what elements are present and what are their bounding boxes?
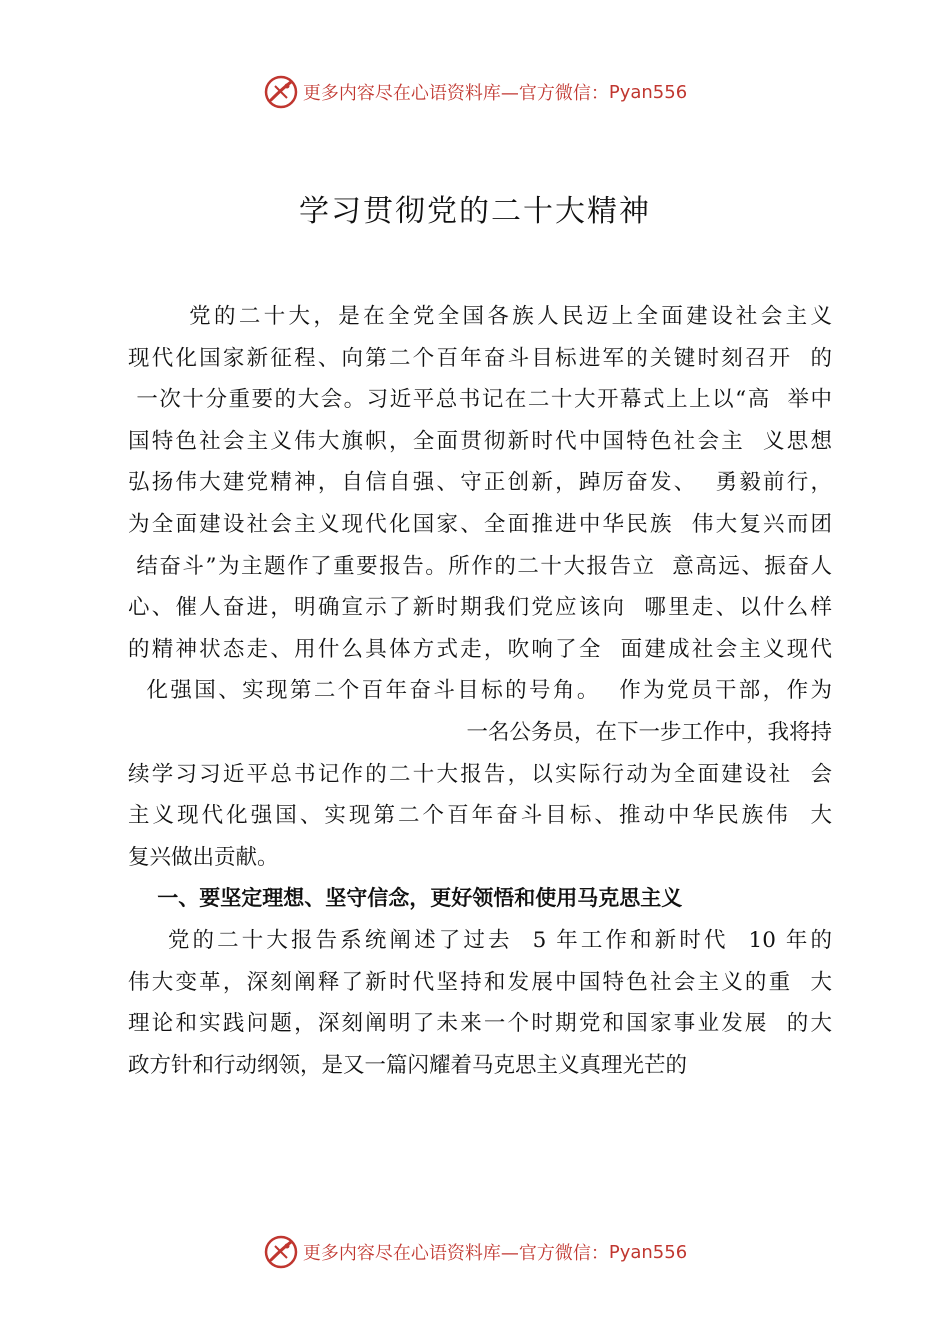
watermark-text: 更多内容尽在心语资料库—官方微信： (302, 83, 609, 104)
paragraph-line: 主义现代化强国、实现第二个百年奋斗目标、推动中华民族伟 大 (128, 803, 832, 829)
paragraph-line: 政方针和行动纲领，是又一篇闪耀着马克思主义真理光芒的 (128, 1052, 688, 1078)
paragraph-line: 国特色社会主义伟大旗帜，全面贯彻新时代中国特色社会主 义思想 (128, 428, 832, 454)
watermark-text: 更多内容尽在心语资料库—官方微信： (302, 1243, 609, 1264)
logo-icon (263, 1234, 299, 1270)
paragraph-line: 弘扬伟大建党精神，自信自强、守正创新，踔厉奋发、 勇毅前行， (128, 470, 832, 496)
logo-icon (263, 74, 299, 110)
section-heading: 一、要坚定理想、坚守信念，更好领悟和使用马克思主义 (128, 886, 683, 911)
paragraph-line: 党的二十大报告系统阐述了过去 5 年工作和新时代 10 年的 (128, 927, 832, 953)
paragraph-line: 现代化国家新征程、向第二个百年奋斗目标进军的关键时刻召开 的 (128, 345, 832, 371)
paragraph-line: 结奋斗”为主题作了重要报告。所作的二十大报告立 意高远、振奋人 (128, 553, 832, 579)
header-watermark (0, 72, 950, 112)
document-body (128, 296, 832, 1086)
footer-watermark (0, 1232, 950, 1272)
paragraph-line: 理论和实践问题，深刻阐明了未来一个时期党和国家事业发展 的大 (128, 1011, 832, 1037)
paragraph-line: 党的二十大，是在全党全国各族人民迈上全面建设社会主义 (128, 304, 832, 329)
paragraph-line: 续学习习近平总书记作的二十大报告，以实际行动为全面建设社 会 (128, 761, 832, 787)
paragraph-line: 的精神状态走、用什么具体方式走，吹响了全 面建成社会主义现代 (128, 636, 832, 662)
watermark-wechat-id: Pyan556 (608, 1241, 688, 1263)
paragraph-line: 伟大变革，深刻阐释了新时代坚持和发展中国特色社会主义的重 大 (128, 969, 832, 995)
paragraph-line: 一次十分重要的大会。习近平总书记在二十大开幕式上上以“高 举中 (128, 387, 832, 413)
paragraph-line: 复兴做出贡献。 (128, 844, 279, 870)
watermark-wechat-id: Pyan556 (608, 81, 688, 103)
paragraph-line: 一名公务员，在下一步工作中，我将持 (234, 719, 832, 745)
paragraph-line: 化强国、实现第二个百年奋斗目标的号角。 作为党员干部，作为 (128, 678, 832, 704)
document-title: 学习贯彻党的二十大精神 (299, 194, 651, 229)
paragraph-line: 为全面建设社会主义现代化国家、全面推进中华民族 伟大复兴而团 (128, 511, 832, 537)
paragraph-line: 心、催人奋进，明确宣示了新时期我们党应该向 哪里走、以什么样 (128, 595, 832, 621)
